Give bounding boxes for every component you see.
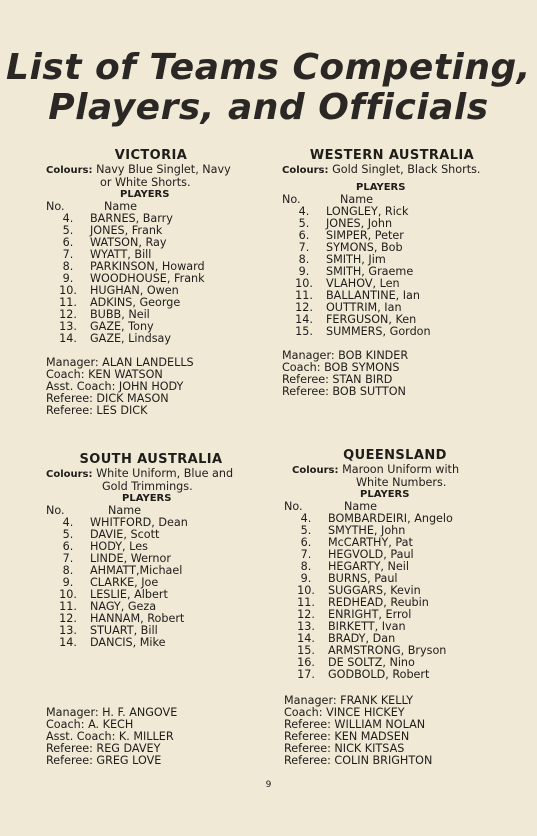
officials-list: [46, 707, 256, 767]
player-number: 15.: [297, 644, 315, 657]
number-column-header: No.: [284, 500, 303, 513]
player-number: 13.: [59, 320, 77, 333]
team-colours: [284, 464, 506, 489]
page-number: 9: [265, 780, 272, 790]
officials-list: [282, 350, 502, 398]
player-number: 14.: [297, 632, 315, 645]
player-number: 14.: [59, 636, 77, 649]
player-number: 16.: [297, 656, 315, 669]
official-line: Referee: LES DICK: [46, 404, 148, 417]
official-line: Referee: BOB SUTTON: [282, 385, 406, 398]
player-row: [46, 237, 256, 249]
title-line-2: Players, and Officials: [48, 87, 489, 128]
player-number: 4.: [300, 512, 312, 525]
official-line: Referee: REG DAVEY: [46, 742, 161, 755]
player-number: 9.: [62, 576, 74, 589]
player-number: 10.: [59, 588, 77, 601]
player-number: 8.: [300, 560, 312, 573]
player-name: HUGHAN, Owen: [90, 284, 179, 297]
player-name: BIRKETT, Ivan: [328, 620, 406, 633]
player-row: [284, 621, 506, 633]
official-line: Referee: GREG LOVE: [46, 754, 162, 767]
player-number: 14.: [295, 313, 313, 326]
player-number: 8.: [62, 260, 74, 273]
colours-label: Colours:: [292, 465, 339, 476]
colours-line-1: Maroon Uniform with: [342, 463, 460, 476]
player-name: BALLANTINE, Ian: [326, 289, 421, 302]
player-number: 4.: [62, 516, 74, 529]
official-line: Referee: COLIN BRIGHTON: [284, 754, 433, 767]
player-name: LONGLEY, Rick: [326, 205, 409, 218]
official-line: Coach: KEN WATSON: [46, 368, 163, 381]
colours-label: Colours:: [282, 165, 329, 176]
player-name: SYMONS, Bob: [326, 241, 403, 254]
player-number: 5.: [62, 528, 74, 541]
team-south-australia: [46, 452, 256, 767]
player-number: 6.: [300, 536, 312, 549]
player-number: 9.: [298, 265, 310, 278]
player-name: ENRIGHT, Errol: [328, 608, 412, 621]
official-line: Coach: BOB SYMONS: [282, 361, 400, 374]
player-name: REDHEAD, Reubin: [328, 596, 429, 609]
player-name: GAZE, Tony: [90, 320, 154, 333]
officials-list: [284, 695, 506, 767]
player-number: 4.: [62, 212, 74, 225]
player-number: 10.: [297, 584, 315, 597]
official-line: Manager: BOB KINDER: [282, 349, 409, 362]
player-number: 11.: [295, 289, 313, 302]
colours-label: Colours:: [46, 165, 93, 176]
official-line: Asst. Coach: K. MILLER: [46, 730, 174, 743]
player-name: GODBOLD, Robert: [328, 668, 430, 681]
player-number: 10.: [59, 284, 77, 297]
team-name: WESTERN AUSTRALIA: [309, 148, 475, 163]
name-column-header: Name: [340, 193, 374, 206]
player-row: [46, 297, 256, 309]
player-number: 6.: [62, 540, 74, 553]
player-name: BRADY, Dan: [328, 632, 396, 645]
player-name: DAVIE, Scott: [90, 528, 160, 541]
official-line: Manager: FRANK KELLY: [284, 694, 414, 707]
player-name: SUGGARS, Kevin: [328, 584, 421, 597]
player-number: 7.: [62, 552, 74, 565]
player-name: AHMATT,Michael: [90, 564, 183, 577]
team-name: VICTORIA: [114, 148, 188, 163]
number-column-header: No.: [282, 193, 301, 206]
player-name: ARMSTRONG, Bryson: [328, 644, 447, 657]
team-queensland: [284, 448, 506, 767]
name-column-header: Name: [344, 500, 378, 513]
official-line: Coach: A. KECH: [46, 718, 134, 731]
colours-line-2: or White Shorts.: [100, 176, 191, 189]
player-number: 8.: [298, 253, 310, 266]
player-name: SIMPER, Peter: [326, 229, 404, 242]
player-name: HEGARTY, Neil: [328, 560, 410, 573]
player-name: STUART, Bill: [90, 624, 158, 637]
player-number: 13.: [297, 620, 315, 633]
official-line: Referee: WILLIAM NOLAN: [284, 718, 426, 731]
player-name: LINDE, Wernor: [90, 552, 171, 565]
team-victoria: [46, 148, 256, 417]
name-column-header: Name: [104, 200, 138, 213]
player-number: 14.: [59, 332, 77, 345]
official-line: Referee: DICK MASON: [46, 392, 169, 405]
player-number: 7.: [300, 548, 312, 561]
player-name: BURNS, Paul: [328, 572, 398, 585]
player-name: OUTTRIM, Ian: [326, 301, 402, 314]
player-number: 5.: [298, 217, 310, 230]
official-line: Coach: VINCE HICKEY: [284, 706, 405, 719]
player-row: [46, 333, 256, 345]
player-number: 12.: [59, 308, 77, 321]
player-row: [46, 529, 256, 541]
player-number: 9.: [62, 272, 74, 285]
player-row: [282, 326, 502, 338]
player-name: SUMMERS, Gordon: [326, 325, 431, 338]
player-name: FERGUSON, Ken: [326, 313, 417, 326]
official-line: Referee: STAN BIRD: [282, 373, 393, 386]
player-row: [282, 242, 502, 254]
number-column-header: No.: [46, 200, 65, 213]
player-number: 10.: [295, 277, 313, 290]
player-number: 12.: [295, 301, 313, 314]
player-list: [284, 513, 506, 681]
player-name: SMITH, Graeme: [326, 265, 414, 278]
player-name: PARKINSON, Howard: [90, 260, 205, 273]
player-name: CLARKE, Joe: [90, 576, 159, 589]
official-line: Manager: ALAN LANDELLS: [46, 356, 194, 369]
team-name: QUEENSLAND: [343, 448, 447, 463]
player-number: 7.: [298, 241, 310, 254]
players-heading: PLAYERS: [122, 493, 172, 504]
official-line: Referee: KEN MADSEN: [284, 730, 410, 743]
player-number: 11.: [297, 596, 315, 609]
team-colours: [46, 468, 256, 493]
team-colours: [282, 164, 502, 177]
official-line: Asst. Coach: JOHN HODY: [46, 380, 184, 393]
player-number: 8.: [62, 564, 74, 577]
player-number: 6.: [298, 229, 310, 242]
players-heading: PLAYERS: [120, 189, 170, 200]
player-name: SMYTHE, John: [328, 524, 406, 537]
player-name: BOMBARDEIRI, Angelo: [328, 512, 453, 525]
colours-line-2: White Numbers.: [356, 476, 447, 489]
team-western-australia: [282, 148, 502, 398]
player-name: HODY, Les: [90, 540, 148, 553]
player-number: 12.: [59, 612, 77, 625]
player-number: 15.: [295, 325, 313, 338]
player-name: WATSON, Ray: [90, 236, 167, 249]
player-number: 13.: [59, 624, 77, 637]
player-number: 17.: [297, 668, 315, 681]
player-number: 4.: [298, 205, 310, 218]
colours-line-1: White Uniform, Blue and: [96, 467, 234, 480]
player-row: [284, 669, 506, 681]
player-list: [46, 517, 256, 649]
colours-line-1: Gold Singlet, Black Shorts.: [332, 163, 481, 176]
official-line: Manager: H. F. ANGOVE: [46, 706, 178, 719]
player-number: 12.: [297, 608, 315, 621]
player-list: [282, 206, 502, 338]
official-line: Referee: NICK KITSAS: [284, 742, 405, 755]
player-name: WOODHOUSE, Frank: [90, 272, 205, 285]
player-number: 9.: [300, 572, 312, 585]
player-number: 6.: [62, 236, 74, 249]
colours-label: Colours:: [46, 469, 93, 480]
player-name: HEGVOLD, Paul: [328, 548, 414, 561]
player-name: SMITH, Jim: [326, 253, 386, 266]
title-line-1: List of Teams Competing,: [6, 47, 531, 88]
player-row: [46, 637, 256, 649]
player-name: DE SOLTZ, Nino: [328, 656, 415, 669]
player-name: BARNES, Barry: [90, 212, 173, 225]
number-column-header: No.: [46, 504, 65, 517]
player-name: LESLIE, Albert: [90, 588, 168, 601]
player-name: WHITFORD, Dean: [90, 516, 188, 529]
players-heading: PLAYERS: [356, 182, 406, 193]
colours-line-1: Navy Blue Singlet, Navy: [96, 163, 231, 176]
team-colours: [46, 164, 256, 189]
player-number: 5.: [62, 224, 74, 237]
officials-list: [46, 357, 256, 417]
player-name: HANNAM, Robert: [90, 612, 185, 625]
player-name: BUBB, Neil: [90, 308, 150, 321]
player-name: ADKINS, George: [90, 296, 181, 309]
player-list: [46, 213, 256, 345]
team-name: SOUTH AUSTRALIA: [79, 452, 223, 467]
players-heading: PLAYERS: [360, 489, 410, 500]
player-number: 5.: [300, 524, 312, 537]
player-name: DANCIS, Mike: [90, 636, 166, 649]
player-name: VLAHOV, Len: [326, 277, 400, 290]
player-name: NAGY, Geza: [90, 600, 157, 613]
player-number: 11.: [59, 600, 77, 613]
name-column-header: Name: [108, 504, 142, 517]
player-number: 11.: [59, 296, 77, 309]
page-title: [0, 48, 537, 128]
colours-line-2: Gold Trimmings.: [102, 480, 193, 493]
player-row: [282, 206, 502, 218]
player-name: WYATT, Bill: [90, 248, 152, 261]
player-name: JONES, John: [326, 217, 393, 230]
player-name: GAZE, Lindsay: [90, 332, 172, 345]
player-number: 7.: [62, 248, 74, 261]
player-name: McCARTHY, Pat: [328, 536, 413, 549]
player-name: JONES, Frank: [90, 224, 163, 237]
